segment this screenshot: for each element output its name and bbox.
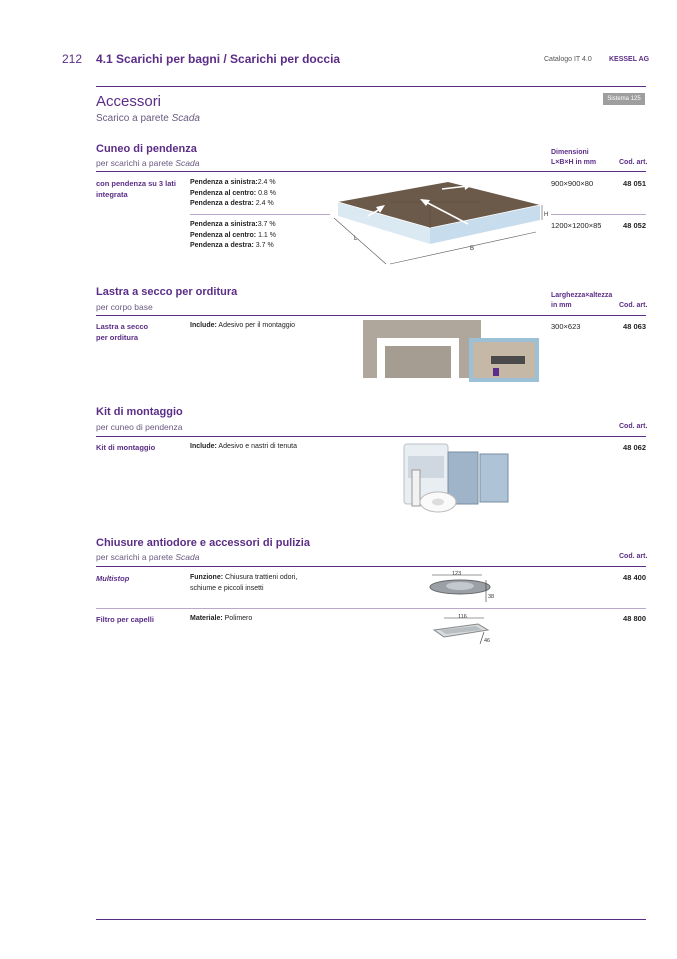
chiusure-subtitle [96,552,199,562]
spec-label: Pendenza al centro: [190,189,257,197]
spec-label: Pendenza a destra: [190,242,254,249]
spec-value: Adesivo per il montaggio [218,322,296,329]
page-subtitle-italic: Scada [171,113,200,124]
cuneo-item-line2: integrata [96,190,128,199]
spec-line [190,220,276,231]
spec-value: Adesivo e nastri di tenuta [218,443,298,450]
spec-line [190,189,276,200]
spec-value: Chiusura trattieni odori, [225,574,298,581]
spec-label: Include: [190,322,217,329]
spec-label: Include: [190,443,217,450]
spec-value: 3.7 % [257,221,276,228]
multistop-drawing [424,570,500,606]
kit-rule [96,436,646,437]
lastra-code: 48 063 [623,322,646,331]
lastra-spec [190,321,295,332]
cuneo-row-divider-right [551,214,646,215]
spec-line [190,231,276,242]
page-subtitle [96,113,200,124]
dim-label-b: B [470,246,475,252]
spec-line [190,241,276,252]
dry-board-photo [363,320,543,382]
hair-filter-drawing [430,612,500,648]
badge-label: Sistema [607,96,629,102]
lastra-item-line1: Lastra a secco [96,322,149,331]
footer-rule [96,919,646,920]
badge-number: 125 [630,96,641,102]
multistop-item: Multistop [96,574,130,583]
chapter-title: 4.1 Scarichi per bagni / Scarichi per doccia [96,52,341,66]
catalog-label: Catalogo IT 4.0 [544,56,592,63]
page-number: 212 [62,52,83,66]
spec-label: Pendenza a sinistra: [190,179,258,186]
filtro-code: 48 800 [623,614,646,623]
lastra-item-line2: per orditura [96,333,139,342]
spec-value: 3.7 % [255,242,274,249]
cuneo-item [96,178,176,200]
cuneo-subtitle [96,158,199,168]
cuneo-sub-prefix: per scarichi a parete [96,158,176,168]
lastra-col-dim [551,291,612,311]
cuneo-row2-dim: 1200×1200×85 [551,221,602,230]
dim-label-h: H [544,212,549,218]
cuneo-row1-code: 48 051 [623,179,646,188]
spec-line [190,199,276,210]
filtro-item: Filtro per capelli [96,615,154,624]
kit-title: Kit di montaggio [96,406,183,418]
system-badge [603,93,645,105]
spec-label: Pendenza a sinistra: [190,221,258,228]
kit-col-code: Cod. art. [619,423,648,430]
chiusure-title: Chiusure antiodore e accessori di pulizia [96,537,310,549]
filtro-dim-b: 46 [484,638,491,644]
spec-value: Polimero [224,615,253,622]
kit-code: 48 062 [623,443,646,452]
kit-item: Kit di montaggio [96,443,156,452]
multistop-dim-b: 38 [488,594,495,600]
cuneo-row2-specs [190,220,276,252]
spec-value: 2.4 % [257,179,276,186]
chiusure-row-divider [96,608,646,609]
lastra-rule [96,315,646,316]
lastra-subtitle: per corpo base [96,302,153,312]
cuneo-row1-dim: 900×900×80 [551,179,594,188]
spec-value: 0.8 % [258,189,276,197]
multistop-code: 48 400 [623,573,646,582]
dim-label-l: L [354,236,358,242]
spec-line [190,178,276,189]
lastra-title: Lastra a secco per orditura [96,286,238,298]
lastra-col-code: Cod. art. [619,302,648,309]
cuneo-row-divider [190,214,330,215]
cuneo-col-dim [551,148,596,168]
spec-value-line2: schiume e piccoli insetti [190,584,264,592]
cuneo-col-code: Cod. art. [619,159,648,166]
multistop-dim-a: 123 [452,571,462,577]
multistop-spec [190,573,297,594]
page-title: Accessori [96,93,162,110]
spec-label: Pendenza al centro: [190,231,257,239]
slope-wedge-illustration [330,172,550,272]
page-subtitle-prefix: Scarico a parete [96,113,172,124]
spec-value: 1.1 % [258,231,276,239]
spec-label: Pendenza a destra: [190,200,254,207]
header-rule [96,86,646,87]
cuneo-title: Cuneo di pendenza [96,143,197,155]
lastra-item [96,321,148,343]
cuneo-col-dim-line2: L×B×H in mm [551,159,597,166]
cuneo-col-dim-line1: Dimensioni [551,149,589,156]
cuneo-item-line1: con pendenza su 3 lati [96,179,177,188]
chiusure-col-code: Cod. art. [619,553,648,560]
lastra-dim: 300×623 [551,322,581,331]
chiusure-sub-italic: Scada [175,552,200,562]
lastra-col-dim-line2: in mm [551,302,572,309]
mounting-kit-photo [398,440,518,518]
brand-label: KESSEL AG [609,56,650,63]
filtro-spec [190,614,252,625]
kit-subtitle: per cuneo di pendenza [96,422,183,432]
chiusure-sub-prefix: per scarichi a parete [96,552,176,562]
cuneo-row1-specs [190,178,276,210]
cuneo-sub-italic: Scada [175,158,200,168]
kit-spec [190,442,297,453]
chiusure-rule [96,566,646,567]
spec-value: 2.4 % [255,200,274,207]
cuneo-row2-code: 48 052 [623,221,646,230]
spec-label: Funzione: [190,574,224,581]
spec-label: Materiale: [190,615,223,622]
lastra-col-dim-line1: Larghezza×altezza [551,292,613,299]
filtro-dim-a: 116 [458,614,467,620]
